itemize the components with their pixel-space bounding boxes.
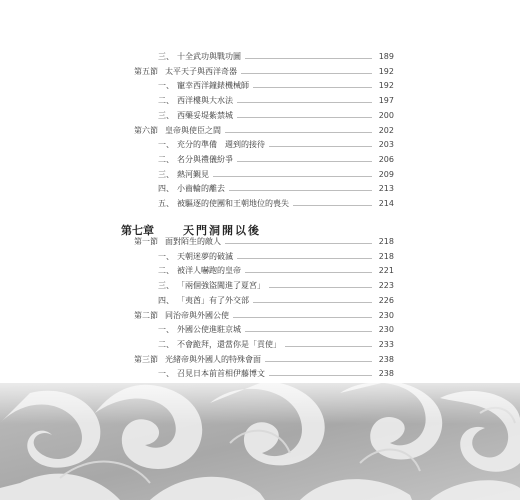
toc-entry-page: 233 xyxy=(378,339,394,349)
dot-leader xyxy=(269,375,372,376)
dot-leader xyxy=(285,346,372,347)
toc-entry xyxy=(0,279,520,292)
toc-entry-title: 西洋樓與大水法 xyxy=(177,96,233,106)
toc-entry-page: 238 xyxy=(378,369,394,379)
chapter-number: 第七章 xyxy=(121,224,154,237)
toc-entry-prefix: 二、 xyxy=(158,266,174,276)
toc-entry-title: 太平天子與西洋奇器 xyxy=(165,66,237,76)
dot-leader xyxy=(237,117,372,118)
toc-entry xyxy=(0,94,520,107)
toc-entry xyxy=(0,124,520,137)
dot-leader xyxy=(245,331,372,332)
toc-entry xyxy=(0,309,520,322)
toc-entry xyxy=(0,168,520,181)
toc-entry-prefix: 一、 xyxy=(158,81,174,91)
toc-entry-prefix: 四、 xyxy=(158,295,174,305)
toc-entry xyxy=(0,109,520,122)
toc-entry-prefix: 二、 xyxy=(158,154,174,164)
toc-entry xyxy=(0,235,520,248)
toc-entry-page: 221 xyxy=(378,266,394,276)
toc-entry-title: 小齒輪的離去 xyxy=(177,184,225,194)
toc-entry-title: 十全武功與戰功圖 xyxy=(177,52,241,61)
toc-entry-prefix: 三、 xyxy=(158,110,174,120)
toc-entry-prefix: 第二節 xyxy=(134,310,158,320)
toc-entry-title: 外國公使進駐京城 xyxy=(177,325,241,335)
toc-entry xyxy=(0,138,520,151)
toc-entry-page: 203 xyxy=(378,140,394,150)
toc-entry-prefix: 三、 xyxy=(158,52,174,61)
toc-entry-page: 192 xyxy=(378,81,394,91)
dot-leader xyxy=(225,132,372,133)
dot-leader xyxy=(237,161,372,162)
toc-entry-prefix: 二、 xyxy=(158,339,174,349)
toc-entry-prefix: 五、 xyxy=(158,199,174,208)
toc-entry-prefix: 三、 xyxy=(158,281,174,291)
dot-leader xyxy=(265,361,372,362)
dot-leader xyxy=(253,302,372,303)
toc-entry-title: 光緒帝與外國人的特殊會面 xyxy=(165,354,261,364)
toc-entry-prefix: 二、 xyxy=(158,96,174,106)
toc-entry xyxy=(0,353,520,366)
toc-entry-page: 218 xyxy=(378,251,394,261)
toc-entry-prefix: 第三節 xyxy=(134,354,158,364)
toc-entry-page: 200 xyxy=(378,110,394,120)
dot-leader xyxy=(237,258,372,259)
toc-entry-prefix: 一、 xyxy=(158,369,174,379)
dot-leader xyxy=(269,146,372,147)
toc-entry-page: 230 xyxy=(378,325,394,335)
toc-entry-prefix: 一、 xyxy=(158,140,174,150)
toc-entry-title: 熱河覲見 xyxy=(177,169,209,179)
toc-entry-title: 不會跪拜，還當你是「貢使」 xyxy=(177,339,281,349)
toc-entry-page: 214 xyxy=(378,199,394,208)
dot-leader xyxy=(245,272,372,273)
toc-entry-prefix: 一、 xyxy=(158,325,174,335)
toc-entry xyxy=(0,250,520,263)
toc-entry-page: 223 xyxy=(378,281,394,291)
toc-entry-title: 寵幸西洋鐘錶機械師 xyxy=(177,81,249,91)
toc-entry-prefix: 第五節 xyxy=(134,66,158,76)
toc-entry xyxy=(0,294,520,307)
toc-entry-title: 被驅逐的使團和王朝地位的喪失 xyxy=(177,199,289,208)
toc-entry-title: 「兩個強盜闖進了夏宮」 xyxy=(177,281,265,291)
dot-leader xyxy=(233,317,372,318)
toc-entry xyxy=(0,65,520,78)
toc-entry-page: 230 xyxy=(378,310,394,320)
toc-entry-page: 202 xyxy=(378,125,394,135)
floral-scroll-ornament-icon xyxy=(0,383,520,500)
dot-leader xyxy=(237,102,372,103)
toc-entry-title: 「夷酋」有了外交部 xyxy=(177,295,249,305)
toc-entry-prefix: 三、 xyxy=(158,169,174,179)
toc-entry-title: 被洋人嚇跑的皇帝 xyxy=(177,266,241,276)
dot-leader xyxy=(245,58,372,59)
toc-entry-title: 召見日本前首相伊藤博文 xyxy=(177,369,265,379)
dot-leader xyxy=(213,176,372,177)
chapter-title: 天門洞開以後 xyxy=(183,224,261,237)
toc-entry xyxy=(0,323,520,336)
toc-entry-prefix: 四、 xyxy=(158,184,174,194)
toc-entry xyxy=(0,338,520,351)
toc-entry-title: 天朝迷夢的破滅 xyxy=(177,251,233,261)
toc-entry-page: 226 xyxy=(378,295,394,305)
toc-entry xyxy=(0,367,520,380)
toc-entry-page: 209 xyxy=(378,169,394,179)
toc-entry-prefix: 一、 xyxy=(158,251,174,261)
toc-entry-title: 皇帝與使臣之間 xyxy=(165,125,221,135)
toc-entry-title: 充分的準備 週到的接待 xyxy=(177,140,265,150)
dot-leader xyxy=(253,87,372,88)
toc-entry-page: 238 xyxy=(378,354,394,364)
toc-entry-page: 218 xyxy=(378,237,394,246)
toc-entry xyxy=(0,264,520,277)
toc-entry-page: 213 xyxy=(378,184,394,194)
toc-entry-title: 西藥妥堤紫禁城 xyxy=(177,110,233,120)
toc-entry-title: 同治帝與外國公使 xyxy=(165,310,229,320)
toc-entry xyxy=(0,153,520,166)
dot-leader xyxy=(293,205,372,206)
toc-entry-page: 197 xyxy=(378,96,394,106)
toc-entry xyxy=(0,79,520,92)
toc-entry-page: 189 xyxy=(378,52,394,61)
toc-entry xyxy=(0,197,520,210)
toc-entry xyxy=(0,182,520,195)
toc-entry-title: 面對陌生的敵人 xyxy=(165,237,221,246)
dot-leader xyxy=(225,243,372,244)
toc-entry xyxy=(0,50,520,63)
dot-leader xyxy=(229,190,372,191)
dot-leader xyxy=(241,73,372,74)
toc-entry-page: 206 xyxy=(378,154,394,164)
toc-entry-prefix: 第一節 xyxy=(134,237,158,246)
toc-entry-page: 192 xyxy=(378,66,394,76)
toc-entry-prefix: 第六節 xyxy=(134,125,158,135)
dot-leader xyxy=(269,287,372,288)
toc-entry-title: 名分與禮儀紛爭 xyxy=(177,154,233,164)
